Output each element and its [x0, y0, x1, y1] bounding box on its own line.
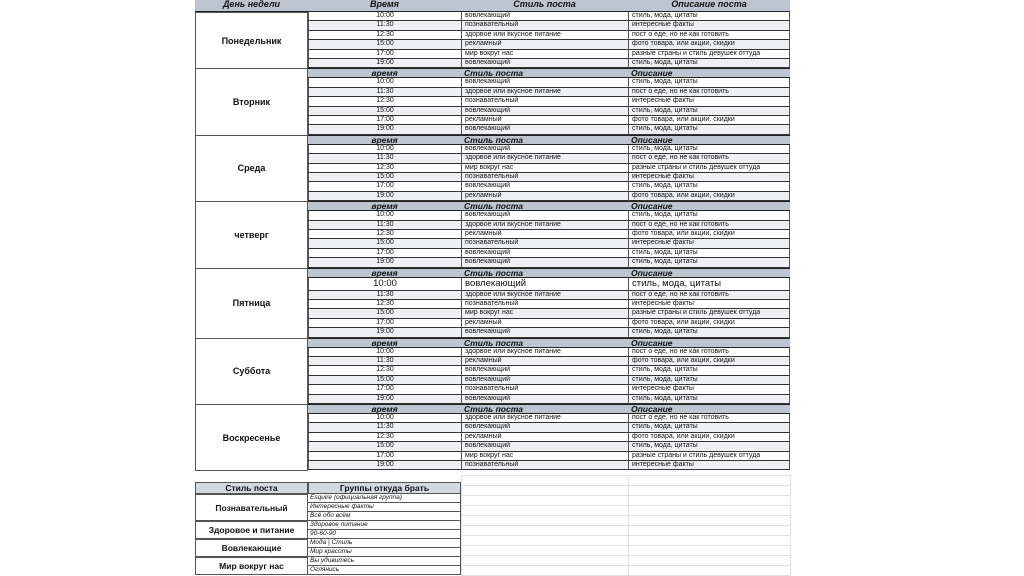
subheader-time[interactable]: время	[308, 338, 461, 348]
group-source[interactable]: Оглянись	[308, 566, 461, 575]
cell-time[interactable]: 11:30	[308, 291, 461, 300]
cell-time[interactable]: 11:30	[308, 154, 461, 163]
day-label[interactable]: Воскресенье	[195, 404, 308, 471]
cell-description[interactable]: пост о еде, но не как готовить	[628, 31, 790, 40]
cell-time[interactable]: 17:00	[308, 319, 461, 328]
cell-description[interactable]: фото товара, или акции, скидки	[628, 357, 790, 366]
cell-style[interactable]: вовлекающий	[461, 423, 628, 432]
cell-description[interactable]: стиль, мода, цитаты	[628, 211, 790, 220]
cell-style[interactable]: познавательный	[461, 300, 628, 309]
cell-time[interactable]: 15:00	[308, 442, 461, 451]
header-day[interactable]: День недели	[195, 0, 308, 12]
cell-time[interactable]: 15:00	[308, 239, 461, 248]
cell-style[interactable]: вовлекающий	[461, 107, 628, 116]
cell-time[interactable]: 15:00	[308, 309, 461, 318]
cell-style[interactable]: вовлекающий	[461, 442, 628, 451]
cell-description[interactable]: интересные факты	[628, 300, 790, 309]
day-label[interactable]: Суббота	[195, 338, 308, 405]
cell-style[interactable]: здорвое или вкусное питание	[461, 154, 628, 163]
day-label[interactable]: Вторник	[195, 68, 308, 135]
groups-header-groups[interactable]: Группы откуда брать	[308, 482, 461, 494]
cell-time[interactable]: 17:00	[308, 385, 461, 394]
subheader-style[interactable]: Стиль поста	[461, 404, 628, 414]
cell-time[interactable]: 12:30	[308, 433, 461, 442]
subheader-description[interactable]: Описание	[628, 68, 790, 78]
cell-style[interactable]: мир вокруг нас	[461, 309, 628, 318]
cell-style[interactable]: познавательный	[461, 461, 628, 470]
cell-time[interactable]: 11:30	[308, 88, 461, 97]
cell-style[interactable]: вовлекающий	[461, 249, 628, 258]
cell-description[interactable]: стиль, мода, цитаты	[628, 182, 790, 191]
subheader-style[interactable]: Стиль поста	[461, 338, 628, 348]
group-style-label[interactable]: Здоровое и питание	[195, 521, 308, 539]
cell-description[interactable]: разные страны и стиль девушек оттуда	[628, 309, 790, 318]
cell-time[interactable]: 15:00	[308, 173, 461, 182]
cell-style[interactable]: рекламный	[461, 116, 628, 125]
cell-style[interactable]: познавательный	[461, 385, 628, 394]
cell-description[interactable]: разные страны и стиль девушек оттуда	[628, 164, 790, 173]
cell-description[interactable]: разные страны и стиль девушек оттуда	[628, 50, 790, 59]
cell-description[interactable]: фото товара, или акции, скидки	[628, 319, 790, 328]
cell-description[interactable]: пост о еде, но не как готовить	[628, 221, 790, 230]
group-source[interactable]: Вы удивитесь	[308, 557, 461, 566]
cell-style[interactable]: вовлекающий	[461, 328, 628, 337]
cell-description[interactable]: стиль, мода, цитаты	[628, 258, 790, 267]
group-source[interactable]: Интересные факты	[308, 503, 461, 512]
cell-description[interactable]: стиль, мода, цитаты	[628, 59, 790, 68]
cell-style[interactable]: рекламный	[461, 40, 628, 49]
cell-style[interactable]: вовлекающий	[461, 211, 628, 220]
group-source[interactable]: 90-60-90	[308, 530, 461, 539]
cell-style[interactable]: познавательный	[461, 173, 628, 182]
subheader-time[interactable]: время	[308, 201, 461, 211]
group-source[interactable]: Здоровое питание	[308, 521, 461, 530]
gridline-vertical	[790, 475, 791, 576]
cell-style[interactable]: рекламный	[461, 192, 628, 201]
cell-description[interactable]: интересные факты	[628, 239, 790, 248]
cell-time[interactable]: 12:30	[308, 97, 461, 106]
group-style-label[interactable]: Познавательный	[195, 494, 308, 521]
cell-description[interactable]: интересные факты	[628, 21, 790, 30]
subheader-description[interactable]: Описание	[628, 338, 790, 348]
cell-time[interactable]: 17:00	[308, 182, 461, 191]
cell-time[interactable]: 12:30	[308, 366, 461, 375]
cell-style[interactable]: вовлекающий	[461, 125, 628, 134]
gridline	[461, 555, 790, 556]
cell-description[interactable]: стиль, мода, цитаты	[628, 328, 790, 337]
subheader-time[interactable]: время	[308, 135, 461, 145]
gridline	[461, 525, 790, 526]
cell-description[interactable]: стиль, мода, цитаты	[628, 249, 790, 258]
cell-description[interactable]: стиль, мода, цитаты	[628, 78, 790, 87]
subheader-description[interactable]: Описание	[628, 201, 790, 211]
subheader-style[interactable]: Стиль поста	[461, 135, 628, 145]
cell-description[interactable]: пост о еде, но не как готовить	[628, 88, 790, 97]
cell-style[interactable]: вовлекающий	[461, 182, 628, 191]
gridline	[461, 485, 790, 486]
cell-description[interactable]: стиль, мода, цитаты	[628, 366, 790, 375]
cell-style[interactable]: рекламный	[461, 357, 628, 366]
gridline	[461, 565, 790, 566]
cell-time[interactable]: 17:00	[308, 116, 461, 125]
cell-description[interactable]: стиль, мода, цитаты	[628, 395, 790, 404]
day-label[interactable]: Среда	[195, 135, 308, 202]
cell-time[interactable]: 11:30	[308, 221, 461, 230]
group-style-label[interactable]: Мир вокруг нас	[195, 557, 308, 575]
cell-description[interactable]: стиль, мода, цитаты	[628, 125, 790, 134]
cell-time[interactable]: 10:00	[308, 348, 461, 357]
cell-description[interactable]: пост о еде, но не как готовить	[628, 291, 790, 300]
cell-style[interactable]: мир вокруг нас	[461, 50, 628, 59]
cell-description[interactable]: стиль, мода, цитаты	[628, 376, 790, 385]
cell-time[interactable]: 19:00	[308, 461, 461, 470]
group-source[interactable]: Esquire (официальная группа)	[308, 494, 461, 503]
cell-time[interactable]: 15:00	[308, 40, 461, 49]
cell-description[interactable]: фото товара, или акции, скидки	[628, 40, 790, 49]
subheader-time[interactable]: время	[308, 404, 461, 414]
cell-description[interactable]: пост о еде, но не как готовить	[628, 154, 790, 163]
cell-style[interactable]: вовлекающий	[461, 395, 628, 404]
cell-time[interactable]: 10:00	[308, 145, 461, 154]
day-label[interactable]: четверг	[195, 201, 308, 268]
cell-style[interactable]: вовлекающий	[461, 258, 628, 267]
subheader-description[interactable]: Описание	[628, 268, 790, 278]
cell-time[interactable]: 12:30	[308, 300, 461, 309]
cell-description[interactable]: интересные факты	[628, 173, 790, 182]
cell-time[interactable]: 12:30	[308, 230, 461, 239]
cell-time[interactable]: 12:30	[308, 164, 461, 173]
groups-header-style[interactable]: Стиль поста	[195, 482, 308, 494]
day-label[interactable]: Пятница	[195, 268, 308, 339]
cell-style[interactable]: рекламный	[461, 433, 628, 442]
cell-description[interactable]: стиль, мода, цитаты	[628, 107, 790, 116]
cell-time[interactable]: 10:00	[308, 414, 461, 423]
gridline	[461, 545, 790, 546]
cell-time[interactable]: 17:00	[308, 50, 461, 59]
group-source[interactable]: Всё обо всём	[308, 512, 461, 521]
gridline-vertical	[461, 475, 462, 576]
cell-time[interactable]: 19:00	[308, 395, 461, 404]
cell-time[interactable]: 15:00	[308, 376, 461, 385]
cell-time[interactable]: 12:30	[308, 31, 461, 40]
cell-time[interactable]: 10:00	[308, 278, 461, 291]
cell-time[interactable]: 10:00	[308, 12, 461, 21]
subheader-style[interactable]: Стиль поста	[461, 201, 628, 211]
gridline	[461, 515, 790, 516]
cell-style[interactable]: рекламный	[461, 230, 628, 239]
gridline	[461, 505, 790, 506]
cell-description[interactable]: стиль, мода, цитаты	[628, 423, 790, 432]
cell-description[interactable]: интересные факты	[628, 385, 790, 394]
cell-style[interactable]: здорвое или вкусное питание	[461, 291, 628, 300]
cell-style[interactable]: вовлекающий	[461, 278, 628, 291]
cell-time[interactable]: 19:00	[308, 192, 461, 201]
group-source[interactable]: Мода | Стиль	[308, 539, 461, 548]
subheader-description[interactable]: Описание	[628, 404, 790, 414]
cell-description[interactable]: стиль, мода, цитаты	[628, 12, 790, 21]
cell-description[interactable]: стиль, мода, цитаты	[628, 145, 790, 154]
subheader-time[interactable]: время	[308, 68, 461, 78]
gridline	[461, 495, 790, 496]
cell-style[interactable]: вовлекающий	[461, 145, 628, 154]
subheader-time[interactable]: время	[308, 268, 461, 278]
cell-time[interactable]: 19:00	[308, 125, 461, 134]
cell-time[interactable]: 17:00	[308, 249, 461, 258]
group-source[interactable]: Мир красоты	[308, 548, 461, 557]
gridline	[461, 475, 790, 476]
header-time[interactable]: Время	[308, 0, 461, 12]
cell-description[interactable]: фото товара, или акции, скидки	[628, 230, 790, 239]
cell-style[interactable]: вовлекающий	[461, 78, 628, 87]
header-description[interactable]: Описание поста	[628, 0, 790, 12]
gridline-vertical	[628, 475, 629, 576]
cell-style[interactable]: мир вокруг нас	[461, 452, 628, 461]
cell-time[interactable]: 10:00	[308, 211, 461, 220]
cell-description[interactable]: пост о еде, но не как готовить	[628, 414, 790, 423]
cell-time[interactable]: 19:00	[308, 258, 461, 267]
cell-style[interactable]: вовлекающий	[461, 376, 628, 385]
subheader-description[interactable]: Описание	[628, 135, 790, 145]
cell-description[interactable]: интересные факты	[628, 461, 790, 470]
cell-time[interactable]: 19:00	[308, 59, 461, 68]
cell-style[interactable]: здорвое или вкусное питание	[461, 31, 628, 40]
cell-style[interactable]: здорвое или вкусное питание	[461, 88, 628, 97]
cell-description[interactable]: фото товара, или акции, скидки	[628, 116, 790, 125]
subheader-style[interactable]: Стиль поста	[461, 268, 628, 278]
cell-time[interactable]: 11:30	[308, 21, 461, 30]
cell-description[interactable]: интересные факты	[628, 97, 790, 106]
group-style-label[interactable]: Вовлекающие	[195, 539, 308, 557]
cell-description[interactable]: разные страны и стиль девушек оттуда	[628, 452, 790, 461]
cell-time[interactable]: 11:30	[308, 423, 461, 432]
cell-style[interactable]: здорвое или вкусное питание	[461, 414, 628, 423]
cell-style[interactable]: познавательный	[461, 21, 628, 30]
cell-style[interactable]: познавательный	[461, 97, 628, 106]
day-label[interactable]: Понедельник	[195, 12, 308, 69]
cell-description[interactable]: стиль, мода, цитаты	[628, 442, 790, 451]
cell-style[interactable]: рекламный	[461, 319, 628, 328]
cell-style[interactable]: вовлекающий	[461, 366, 628, 375]
cell-description[interactable]: стиль, мода, цитаты	[628, 278, 790, 291]
cell-time[interactable]: 11:30	[308, 357, 461, 366]
cell-description[interactable]: фото товара, или акции, скидки	[628, 192, 790, 201]
cell-style[interactable]: познавательный	[461, 239, 628, 248]
subheader-style[interactable]: Стиль поста	[461, 68, 628, 78]
cell-time[interactable]: 17:00	[308, 452, 461, 461]
gridline	[461, 535, 790, 536]
cell-time[interactable]: 10:00	[308, 78, 461, 87]
cell-time[interactable]: 19:00	[308, 328, 461, 337]
cell-style[interactable]: здорвое или вкусное питание	[461, 348, 628, 357]
cell-style[interactable]: вовлекающий	[461, 12, 628, 21]
cell-time[interactable]: 15:00	[308, 107, 461, 116]
cell-description[interactable]: фото товара, или акции, скидки	[628, 433, 790, 442]
header-style[interactable]: Стиль поста	[461, 0, 628, 12]
cell-style[interactable]: мир вокруг нас	[461, 164, 628, 173]
cell-style[interactable]: вовлекающий	[461, 59, 628, 68]
cell-style[interactable]: здорвое или вкусное питание	[461, 221, 628, 230]
cell-description[interactable]: пост о еде, но не как готовить	[628, 348, 790, 357]
